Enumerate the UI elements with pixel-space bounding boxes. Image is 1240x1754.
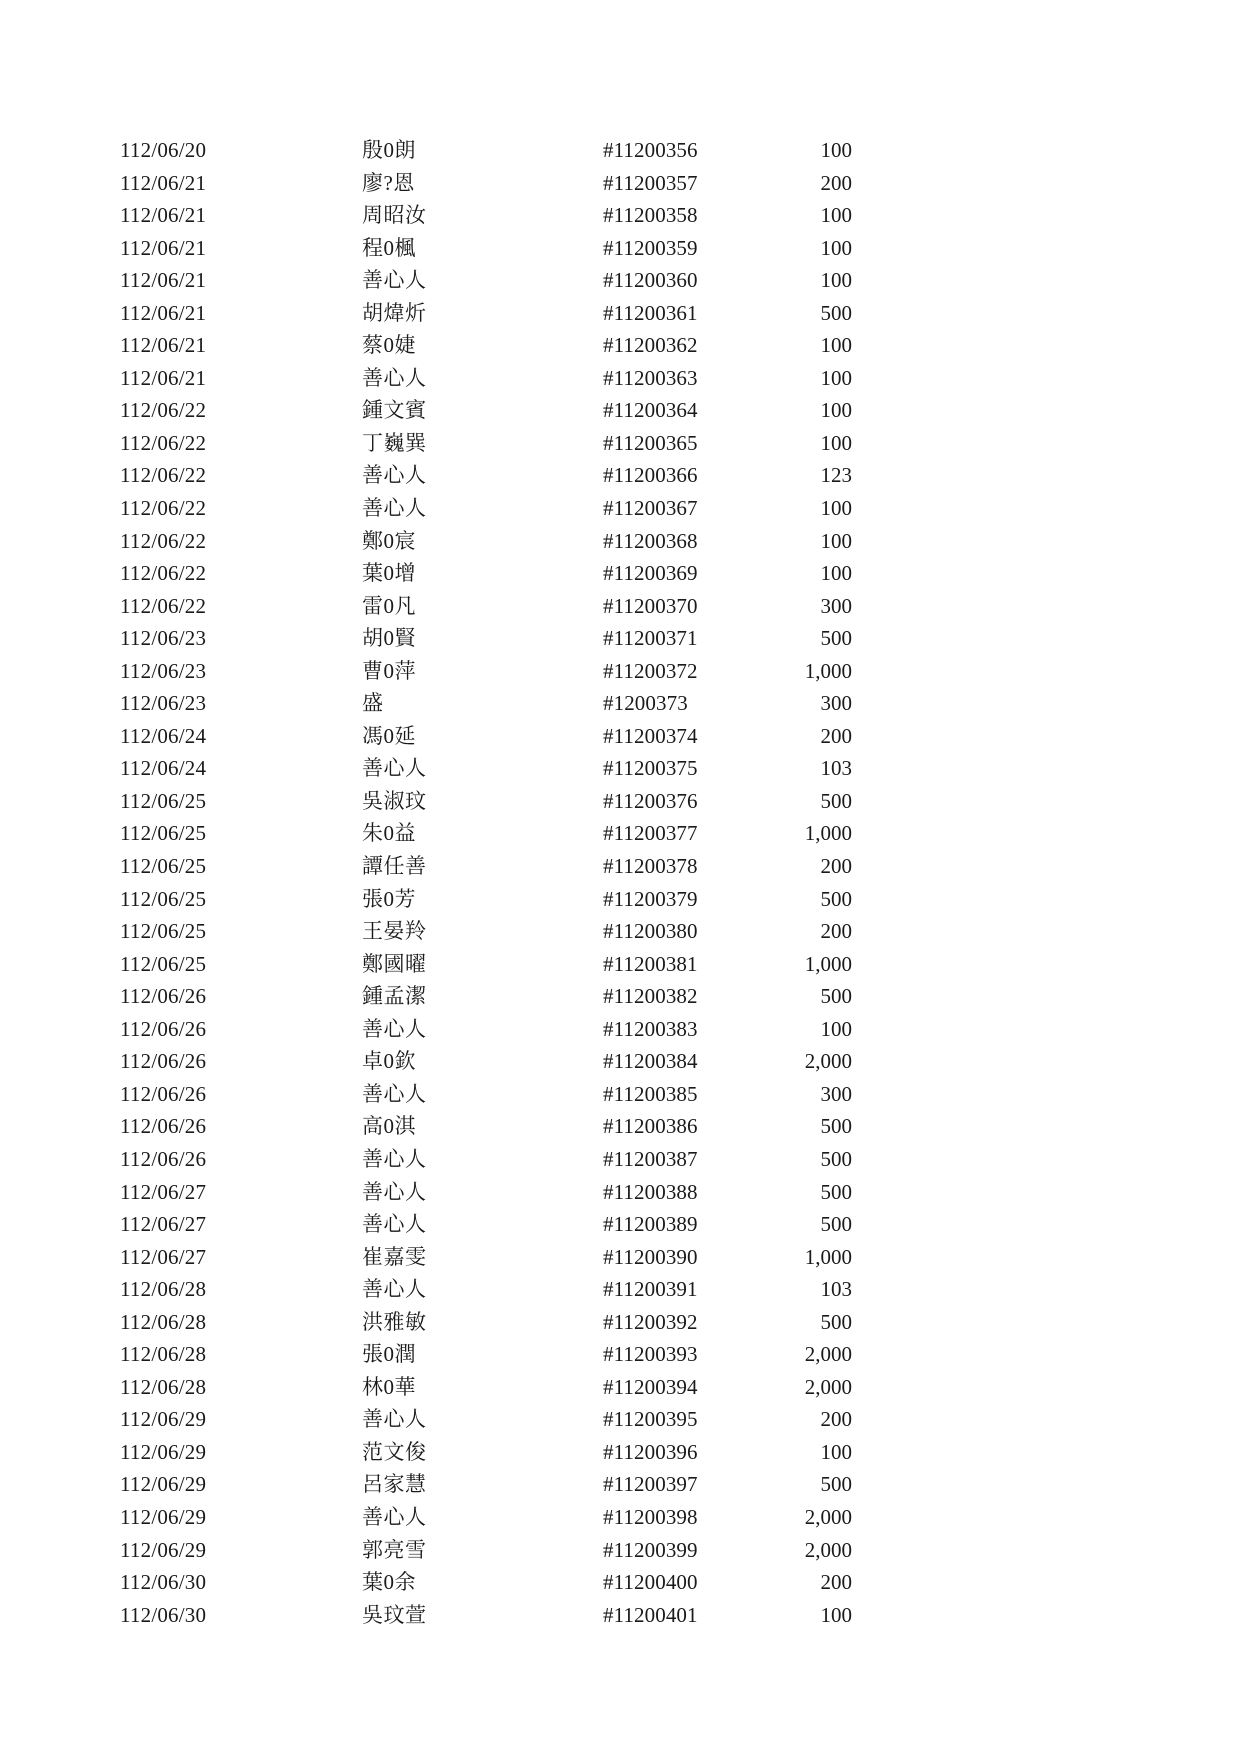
donation-amount: 100: [820, 1439, 852, 1464]
donation-date: 112/06/25: [120, 886, 207, 911]
donor-name: 胡煒炘: [362, 300, 427, 325]
donor-name: 盛: [362, 691, 384, 716]
ledger-row: [0, 297, 1240, 330]
donor-name: 林0華: [362, 1374, 416, 1399]
donation-date: 112/06/22: [120, 398, 207, 423]
donation-date: 112/06/23: [120, 691, 207, 716]
donation-amount: 500: [820, 984, 852, 1009]
donation-date: 112/06/26: [120, 1016, 207, 1041]
donation-date: 112/06/21: [120, 268, 207, 293]
ledger-row: [0, 134, 1240, 167]
donation-amount: 500: [820, 886, 852, 911]
donation-amount: 100: [820, 333, 852, 358]
donation-date: 112/06/27: [120, 1212, 207, 1237]
receipt-number: #11200397: [603, 1472, 698, 1497]
ledger-row: [0, 199, 1240, 232]
donor-name: 卓0欽: [362, 1049, 416, 1074]
donor-name: 王晏羚: [362, 919, 427, 944]
donor-name: 善心人: [362, 1179, 427, 1204]
donation-date: 112/06/28: [120, 1309, 207, 1334]
donor-name: 善心人: [362, 1016, 427, 1041]
donation-amount: 100: [820, 496, 852, 521]
ledger-row: [0, 980, 1240, 1013]
donation-date: 112/06/26: [120, 1081, 207, 1106]
receipt-number: #11200366: [603, 463, 698, 488]
donor-name: 雷0凡: [362, 593, 416, 618]
donation-date: 112/06/22: [120, 430, 207, 455]
donor-name: 善心人: [362, 365, 427, 390]
donation-date: 112/06/22: [120, 463, 207, 488]
ledger-row: [0, 1143, 1240, 1176]
donor-name: 呂家慧: [362, 1472, 427, 1497]
receipt-number: #11200393: [603, 1342, 698, 1367]
donor-name: 馮0延: [362, 723, 416, 748]
receipt-number: #11200367: [603, 496, 698, 521]
donation-amount: 500: [820, 788, 852, 813]
ledger-row: [0, 1534, 1240, 1567]
ledger-row: [0, 785, 1240, 818]
ledger-row: [0, 264, 1240, 297]
receipt-number: #11200386: [603, 1114, 698, 1139]
donation-amount: 1,000: [804, 1244, 852, 1269]
ledger-row: [0, 1306, 1240, 1339]
donation-amount: 100: [820, 268, 852, 293]
donor-name: 曹0萍: [362, 658, 416, 683]
donation-date: 112/06/24: [120, 723, 207, 748]
receipt-number: #11200378: [603, 854, 698, 879]
donation-date: 112/06/21: [120, 203, 207, 228]
donation-date: 112/06/29: [120, 1472, 207, 1497]
receipt-number: #11200368: [603, 528, 698, 553]
receipt-number: #11200371: [603, 626, 698, 651]
ledger-row: [0, 329, 1240, 362]
donation-date: 112/06/25: [120, 854, 207, 879]
ledger-row: [0, 1241, 1240, 1274]
receipt-number: #11200379: [603, 886, 698, 911]
receipt-number: #11200360: [603, 268, 698, 293]
donation-date: 112/06/21: [120, 365, 207, 390]
donation-date: 112/06/21: [120, 170, 207, 195]
donor-name: 殷0朗: [362, 138, 416, 162]
donation-date: 112/06/28: [120, 1374, 207, 1399]
donation-date: 112/06/25: [120, 788, 207, 813]
donation-amount: 100: [820, 430, 852, 455]
donation-date: 112/06/21: [120, 235, 207, 260]
donation-amount: 300: [820, 691, 852, 716]
receipt-number: #11200375: [603, 756, 698, 781]
donation-amount: 1,000: [804, 951, 852, 976]
donation-date: 112/06/26: [120, 1049, 207, 1074]
receipt-number: #11200401: [603, 1602, 698, 1627]
receipt-number: #11200387: [603, 1146, 698, 1171]
ledger-row: [0, 850, 1240, 883]
donation-date: 112/06/30: [120, 1602, 207, 1627]
donation-amount: 300: [820, 593, 852, 618]
ledger-row: [0, 622, 1240, 655]
ledger-row: [0, 1501, 1240, 1534]
receipt-number: #11200392: [603, 1309, 698, 1334]
receipt-number: #11200357: [603, 170, 698, 195]
donation-date: 112/06/29: [120, 1407, 207, 1432]
ledger-row: [0, 1078, 1240, 1111]
ledger-row: [0, 557, 1240, 590]
receipt-number: #11200374: [603, 723, 698, 748]
donation-date: 112/06/25: [120, 951, 207, 976]
donation-amount: 100: [820, 398, 852, 423]
donor-name: 廖?恩: [362, 170, 415, 195]
donation-amount: 103: [820, 756, 852, 781]
donation-amount: 1,000: [804, 658, 852, 683]
donor-name: 吳淑玟: [362, 788, 427, 813]
receipt-number: #11200376: [603, 788, 698, 813]
donation-date: 112/06/28: [120, 1277, 207, 1302]
receipt-number: #11200369: [603, 561, 698, 586]
donation-amount: 500: [820, 1179, 852, 1204]
donation-date: 112/06/26: [120, 984, 207, 1009]
ledger-row: [0, 817, 1240, 850]
donation-amount: 500: [820, 1212, 852, 1237]
donation-ledger: [0, 134, 1240, 1631]
receipt-number: #11200365: [603, 430, 698, 455]
donor-name: 善心人: [362, 1277, 427, 1302]
donation-amount: 500: [820, 1472, 852, 1497]
donation-amount: 123: [820, 463, 852, 488]
ledger-row: [0, 655, 1240, 688]
receipt-number: #11200356: [603, 138, 698, 162]
ledger-row: [0, 492, 1240, 525]
receipt-number: #11200398: [603, 1504, 698, 1529]
receipt-number: #1200373: [603, 691, 688, 716]
donation-amount: 2,000: [804, 1049, 852, 1074]
ledger-row: [0, 948, 1240, 981]
receipt-number: #11200364: [603, 398, 698, 423]
donation-amount: 500: [820, 1114, 852, 1139]
ledger-row: [0, 167, 1240, 200]
donation-date: 112/06/26: [120, 1146, 207, 1171]
ledger-row: [0, 590, 1240, 623]
donation-date: 112/06/23: [120, 626, 207, 651]
donation-amount: 500: [820, 1309, 852, 1334]
donor-name: 郭亮雪: [362, 1537, 427, 1562]
receipt-number: #11200361: [603, 300, 698, 325]
donation-amount: 2,000: [804, 1342, 852, 1367]
donor-name: 鄭0宸: [362, 528, 416, 553]
donor-name: 譚任善: [362, 854, 427, 879]
donor-name: 張0芳: [362, 886, 416, 911]
receipt-number: #11200384: [603, 1049, 698, 1074]
donation-date: 112/06/21: [120, 300, 207, 325]
donation-amount: 103: [820, 1277, 852, 1302]
receipt-number: #11200363: [603, 365, 698, 390]
ledger-row: [0, 1045, 1240, 1078]
receipt-number: #11200399: [603, 1537, 698, 1562]
donation-amount: 2,000: [804, 1537, 852, 1562]
donation-date: 112/06/29: [120, 1537, 207, 1562]
donation-date: 112/06/26: [120, 1114, 207, 1139]
donation-amount: 200: [820, 723, 852, 748]
ledger-row: [0, 687, 1240, 720]
ledger-row: [0, 1436, 1240, 1469]
ledger-row: [0, 362, 1240, 395]
receipt-number: #11200395: [603, 1407, 698, 1432]
donation-amount: 1,000: [804, 821, 852, 846]
donation-date: 112/06/22: [120, 561, 207, 586]
donation-amount: 100: [820, 235, 852, 260]
ledger-row: [0, 1403, 1240, 1436]
ledger-row: [0, 459, 1240, 492]
ledger-row: [0, 427, 1240, 460]
receipt-number: #11200362: [603, 333, 698, 358]
donation-amount: 100: [820, 138, 852, 162]
donor-name: 高0淇: [362, 1114, 416, 1139]
ledger-row: [0, 1468, 1240, 1501]
donor-name: 朱0益: [362, 821, 416, 846]
receipt-number: #11200372: [603, 658, 698, 683]
receipt-number: #11200381: [603, 951, 698, 976]
receipt-number: #11200390: [603, 1244, 698, 1269]
donor-name: 善心人: [362, 1504, 427, 1529]
ledger-row: [0, 1176, 1240, 1209]
donor-name: 蔡0婕: [362, 333, 416, 358]
donation-date: 112/06/22: [120, 496, 207, 521]
donation-amount: 100: [820, 561, 852, 586]
donation-date: 112/06/28: [120, 1342, 207, 1367]
receipt-number: #11200359: [603, 235, 698, 260]
donor-name: 善心人: [362, 1146, 427, 1171]
donation-date: 112/06/27: [120, 1244, 207, 1269]
donor-name: 善心人: [362, 496, 427, 521]
donation-amount: 100: [820, 203, 852, 228]
donor-name: 鍾孟潔: [362, 984, 427, 1009]
donation-amount: 200: [820, 1570, 852, 1595]
donor-name: 鍾文賓: [362, 398, 427, 423]
ledger-row: [0, 1110, 1240, 1143]
receipt-number: #11200400: [603, 1570, 698, 1595]
ledger-row: [0, 1273, 1240, 1306]
donation-amount: 300: [820, 1081, 852, 1106]
donor-name: 周昭汝: [362, 203, 427, 228]
receipt-number: #11200394: [603, 1374, 698, 1399]
donation-date: 112/06/22: [120, 593, 207, 618]
receipt-number: #11200388: [603, 1179, 698, 1204]
donation-amount: 500: [820, 1146, 852, 1171]
ledger-row: [0, 720, 1240, 753]
receipt-number: #11200377: [603, 821, 698, 846]
receipt-number: #11200358: [603, 203, 698, 228]
donation-amount: 200: [820, 919, 852, 944]
donor-name: 善心人: [362, 463, 427, 488]
donor-name: 程0楓: [362, 235, 416, 260]
donation-amount: 500: [820, 300, 852, 325]
receipt-number: #11200389: [603, 1212, 698, 1237]
donor-name: 善心人: [362, 1407, 427, 1432]
donation-date: 112/06/27: [120, 1179, 207, 1204]
ledger-row: [0, 1208, 1240, 1241]
ledger-row: [0, 232, 1240, 265]
donation-amount: 2,000: [804, 1374, 852, 1399]
donor-name: 丁巍巽: [362, 430, 427, 455]
ledger-row: [0, 1013, 1240, 1046]
donation-date: 112/06/25: [120, 919, 207, 944]
donation-amount: 100: [820, 365, 852, 390]
donation-date: 112/06/23: [120, 658, 207, 683]
receipt-number: #11200385: [603, 1081, 698, 1106]
donation-date: 112/06/29: [120, 1504, 207, 1529]
donation-amount: 500: [820, 626, 852, 651]
donation-date: 112/06/29: [120, 1439, 207, 1464]
ledger-row: [0, 915, 1240, 948]
donation-date: 112/06/20: [120, 138, 207, 162]
receipt-number: #11200382: [603, 984, 698, 1009]
receipt-number: #11200383: [603, 1016, 698, 1041]
receipt-number: #11200396: [603, 1439, 698, 1464]
ledger-row: [0, 394, 1240, 427]
ledger-row: [0, 1338, 1240, 1371]
ledger-row: [0, 1566, 1240, 1599]
donation-date: 112/06/24: [120, 756, 207, 781]
ledger-row: [0, 525, 1240, 558]
donation-amount: 100: [820, 1602, 852, 1627]
ledger-row: [0, 752, 1240, 785]
donor-name: 善心人: [362, 1212, 427, 1237]
ledger-row: [0, 883, 1240, 916]
donor-name: 葉0余: [362, 1570, 416, 1595]
donation-date: 112/06/21: [120, 333, 207, 358]
donation-date: 112/06/30: [120, 1570, 207, 1595]
donor-name: 張0潤: [362, 1342, 416, 1367]
donor-name: 善心人: [362, 756, 427, 781]
ledger-row: [0, 1599, 1240, 1632]
donor-name: 范文俊: [362, 1439, 427, 1464]
donation-date: 112/06/25: [120, 821, 207, 846]
donation-amount: 200: [820, 1407, 852, 1432]
receipt-number: #11200391: [603, 1277, 698, 1302]
receipt-number: #11200370: [603, 593, 698, 618]
donor-name: 吳玟萱: [362, 1602, 427, 1627]
ledger-row: [0, 1371, 1240, 1404]
donation-amount: 200: [820, 854, 852, 879]
donation-amount: 2,000: [804, 1504, 852, 1529]
donor-name: 善心人: [362, 268, 427, 293]
donor-name: 胡0賢: [362, 626, 416, 651]
donor-name: 洪雅敏: [362, 1309, 427, 1334]
donor-name: 鄭國曜: [362, 951, 427, 976]
receipt-number: #11200380: [603, 919, 698, 944]
donation-amount: 200: [820, 170, 852, 195]
donor-name: 善心人: [362, 1081, 427, 1106]
donation-amount: 100: [820, 1016, 852, 1041]
donation-amount: 100: [820, 528, 852, 553]
donor-name: 葉0增: [362, 561, 416, 586]
donation-date: 112/06/22: [120, 528, 207, 553]
donor-name: 崔嘉雯: [362, 1244, 427, 1269]
